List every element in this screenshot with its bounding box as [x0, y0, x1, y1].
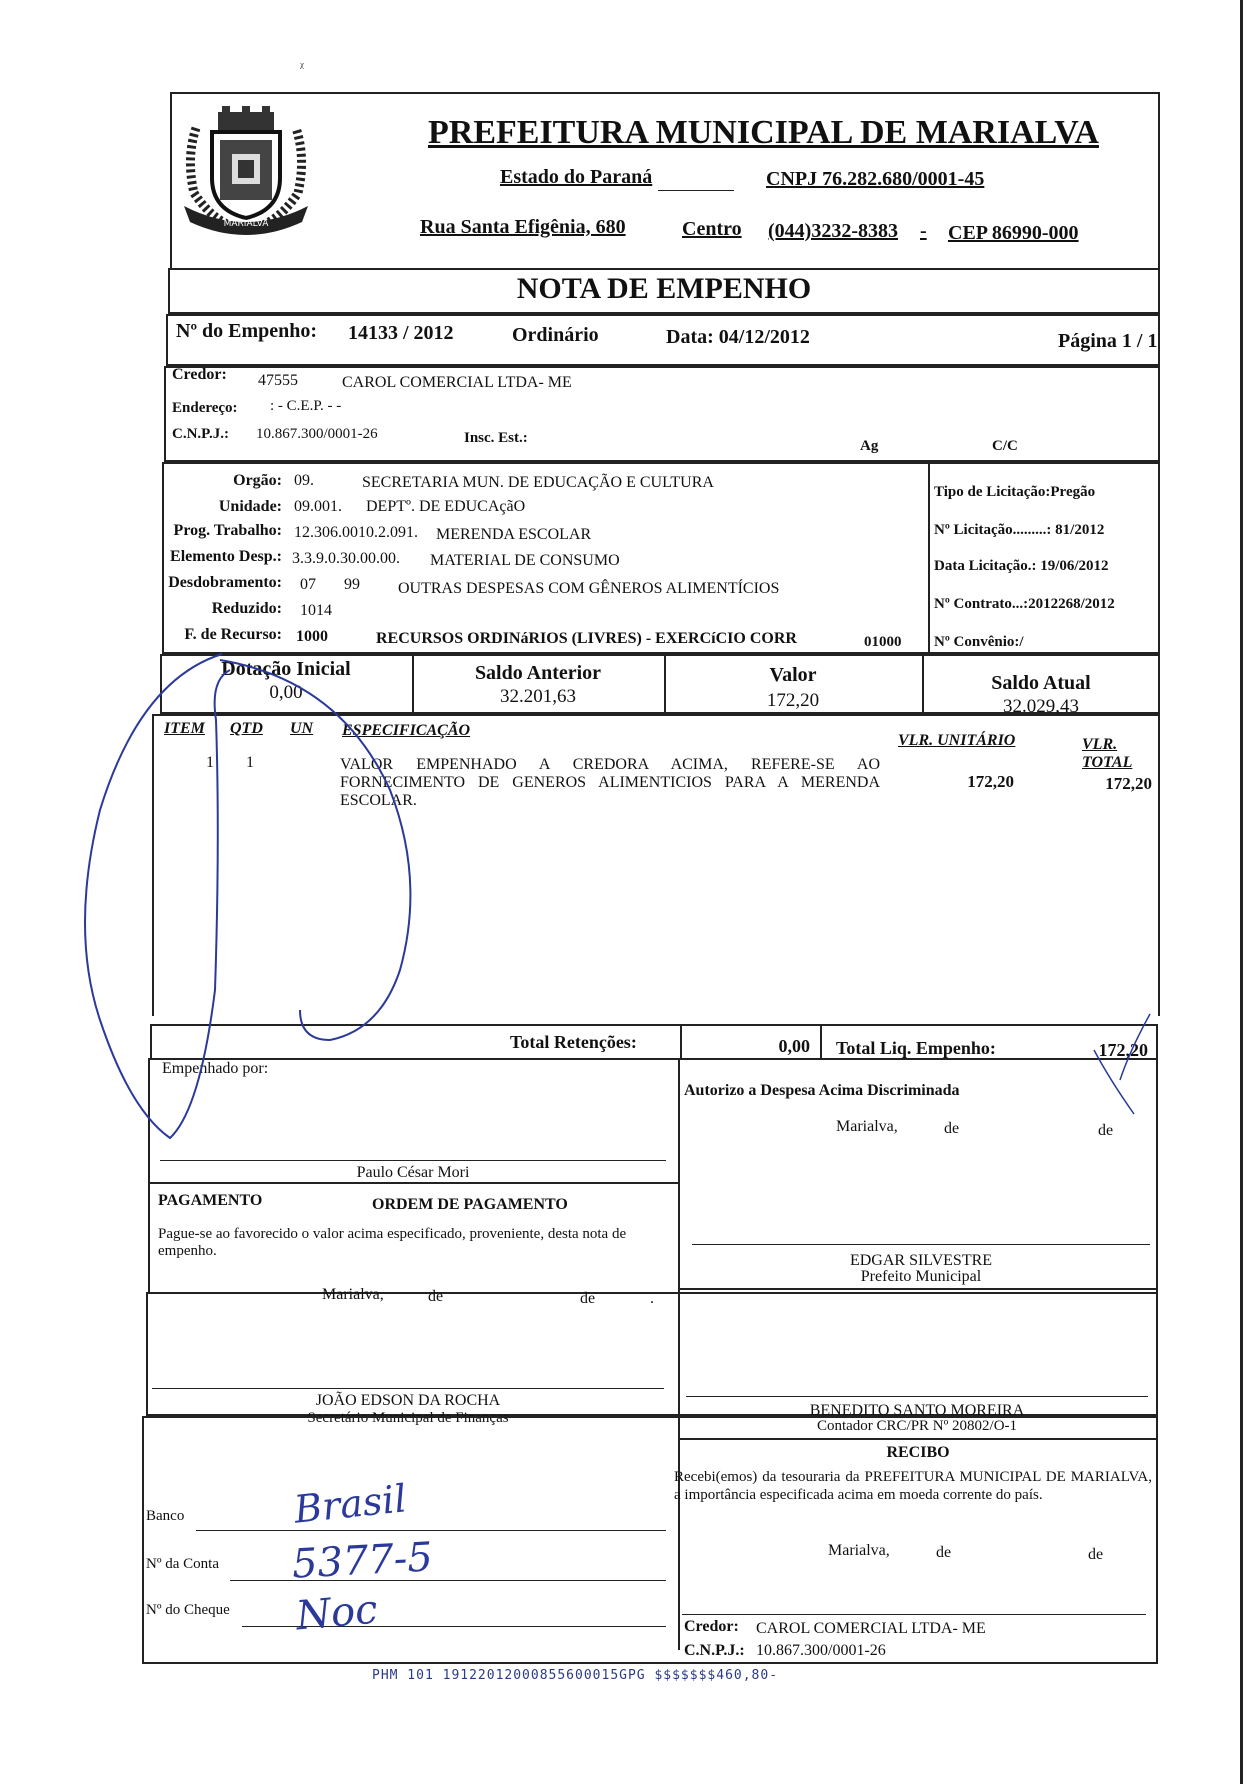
pagamento-place: Marialva,	[322, 1286, 384, 1303]
col-header-un: UN	[290, 720, 314, 737]
item-specification: VALOR EMPENHADO A CREDORA ACIMA, REFERE-SE AO FORNECIMENTO DE GENEROS ALIMENTICIOS PARA A MERENDA ESCOLAR.	[340, 756, 880, 809]
bottom-code: PHM 101 19122012000855600015GPG $$$$$$$460,80-	[372, 1668, 779, 1683]
endereco-label: Endereço:	[172, 400, 238, 416]
recibo-text: Recebi(emos) da tesouraria da PREFEITURA MUNICIPAL DE MARIALVA, a importância especificada acima em moeda corrente do país.	[674, 1469, 1152, 1503]
contador-role: Contador CRC/PR Nº 20802/O-1	[816, 1418, 1018, 1434]
underline-gap	[658, 190, 734, 191]
pen-check-mark	[1090, 1010, 1160, 1120]
col-header-total: VLR. TOTAL	[1082, 736, 1133, 771]
credor-code: 47555	[258, 372, 298, 389]
unidade-label: Unidade:	[218, 498, 282, 515]
svg-text:MARIALVA: MARIALVA	[223, 219, 269, 229]
budget-divider	[928, 462, 930, 654]
cheque-label: Nº do Cheque	[146, 1602, 230, 1618]
phone: (044)3232-8383	[768, 220, 898, 242]
empenhado-name: Paulo César Mori	[356, 1164, 470, 1181]
valor-label: Valor	[769, 664, 817, 686]
empenho-number-label: Nº do Empenho:	[176, 320, 318, 342]
recibo-de-1: de	[936, 1544, 952, 1561]
totals-divider-2	[820, 1024, 822, 1060]
document-title: NOTA DE EMPENHO	[516, 272, 812, 305]
orgao-label: Orgão:	[233, 472, 282, 489]
elemento-desp-value: 3.3.9.0.30.00.00.	[292, 550, 400, 567]
desdobramento-value-1: 07	[300, 576, 316, 593]
desdobramento-value-2: 99	[344, 576, 360, 593]
reduzido-label: Reduzido:	[211, 600, 282, 617]
totals-divider-1	[680, 1024, 682, 1060]
recibo-place: Marialva,	[828, 1542, 890, 1559]
saldo-anterior-label: Saldo Anterior	[474, 662, 602, 684]
numero-contrato: Nº Contrato...:2012268/2012	[934, 596, 1115, 612]
conta-label: Nº da Conta	[146, 1556, 219, 1572]
dotacao-inicial-label: Dotação Inicial	[221, 658, 351, 680]
numero-licitacao: Nº Licitação.........: 81/2012	[934, 522, 1105, 538]
col-header-item: ITEM	[164, 720, 205, 737]
fonte-recurso-label: F. de Recurso:	[184, 626, 282, 643]
empenho-date: Data: 04/12/2012	[666, 326, 810, 348]
fonte-recurso-desc: RECURSOS ORDINáRIOS (LIVRES) - EXERCíCIO CORR	[376, 630, 797, 647]
state-name: Estado do Paraná	[500, 166, 653, 188]
total-retencoes-label: Total Retenções:	[510, 1032, 637, 1052]
item-total: 172,20	[1105, 774, 1152, 793]
unidade-value: 09.001.	[294, 498, 342, 515]
prog-trabalho-label: Prog. Trabalho:	[173, 522, 282, 539]
reduzido-value: 1014	[300, 602, 332, 619]
pagamento-de-1: de	[428, 1288, 444, 1305]
recibo-credor-value: CAROL COMERCIAL LTDA- ME	[756, 1620, 986, 1637]
empenhado-sign-line	[160, 1160, 666, 1161]
tipo-licitacao: Tipo de Licitação:Pregão	[934, 484, 1096, 500]
total-retencoes-value: 0,00	[778, 1036, 810, 1056]
empenho-type: Ordinário	[512, 324, 599, 346]
coat-of-arms-logo	[176, 98, 316, 236]
page-number: Página 1 / 1	[1058, 330, 1158, 352]
total-liquido-label: Total Liq. Empenho:	[836, 1038, 996, 1058]
elemento-desp-desc: MATERIAL DE CONSUMO	[430, 552, 620, 569]
financas-role: Secretário Municipal de Finanças	[307, 1410, 509, 1426]
insc-est-label: Insc. Est.:	[464, 430, 528, 446]
orgao-desc: SECRETARIA MUN. DE EDUCAÇÃO E CULTURA	[362, 474, 714, 491]
valor-value: 172,20	[766, 690, 820, 711]
recibo-credor-label: Credor:	[684, 1618, 739, 1635]
cnpj-value: 10.867.300/0001-26	[256, 426, 378, 442]
saldo-anterior-value: 32.201,63	[500, 686, 576, 707]
fonte-recurso-code: 01000	[864, 634, 902, 650]
recibo-cnpj-value: 10.867.300/0001-26	[756, 1642, 886, 1659]
agencia-label: Ag	[860, 438, 879, 454]
scan-speck: ᵡ	[300, 60, 304, 75]
prog-trabalho-value: 12.306.0010.2.091.	[294, 524, 418, 541]
credor-name: CAROL COMERCIAL LTDA- ME	[342, 374, 572, 391]
col-header-unit-price: VLR. UNITÁRIO	[898, 732, 1016, 749]
numero-convenio: Nº Convênio:/	[934, 634, 1024, 650]
pen-signature-loop	[80, 640, 480, 1160]
pagamento-label: PAGAMENTO	[158, 1192, 263, 1209]
banco-line	[196, 1530, 666, 1531]
pagamento-dot: .	[650, 1290, 654, 1307]
endereco-value: : - C.E.P. - -	[270, 398, 342, 414]
autorizo-de-2: de	[1098, 1122, 1114, 1139]
col-header-spec: ESPECIFICAÇÃO	[342, 722, 471, 739]
orgao-value: 09.	[294, 472, 314, 489]
autorizo-de-1: de	[944, 1120, 960, 1137]
cep: CEP 86990-000	[948, 222, 1079, 244]
desdobramento-desc: OUTRAS DESPESAS COM GÊNEROS ALIMENTÍCIOS	[398, 580, 780, 597]
cnpj-header: CNPJ 76.282.680/0001-45	[766, 168, 985, 190]
financas-sign-line	[152, 1388, 664, 1389]
financas-name: JOÃO EDSON DA ROCHA	[315, 1392, 501, 1409]
cheque-handwritten: Noc	[294, 1586, 380, 1640]
banco-label: Banco	[146, 1508, 185, 1524]
empenho-number: 14133 / 2012	[348, 322, 454, 344]
saldo-atual-value: 32.029,43	[1003, 696, 1079, 717]
district: Centro	[682, 218, 742, 240]
autorizo-place: Marialva,	[836, 1118, 898, 1135]
prefeito-sign-line	[692, 1244, 1150, 1245]
cnpj-label: C.N.P.J.:	[172, 426, 229, 442]
banco-handwritten: Brasil	[292, 1476, 409, 1532]
recibo-credor-line	[682, 1614, 1146, 1615]
contador-name: BENEDITO SANTO MOREIRA	[809, 1402, 1025, 1419]
pagamento-top-line	[148, 1182, 678, 1184]
unidade-desc: DEPTº. DE EDUCAçãO	[366, 498, 526, 515]
separator: -	[920, 220, 927, 242]
col-header-qtd: QTD	[230, 720, 263, 737]
recibo-de-2: de	[1088, 1546, 1104, 1563]
recibo-cnpj-label: C.N.P.J.:	[684, 1642, 745, 1659]
prefeito-role: Prefeito Municipal	[860, 1268, 982, 1285]
total-liquido-value: 172,20	[1098, 1040, 1148, 1060]
recibo-title: RECIBO	[886, 1444, 950, 1461]
pagamento-text: Pague-se ao favorecido o valor acima especificado, proveniente, desta nota de empenho.	[158, 1226, 627, 1259]
elemento-desp-label: Elemento Desp.:	[170, 548, 282, 565]
pagamento-de-2: de	[580, 1290, 596, 1307]
item-qtd: 1	[246, 754, 254, 771]
recibo-top-line	[678, 1438, 1158, 1440]
contador-top-line	[678, 1288, 1156, 1290]
desdobramento-label: Desdobramento:	[168, 574, 282, 591]
municipality-title: PREFEITURA MUNICIPAL DE MARIALVA	[428, 114, 1099, 151]
prog-trabalho-desc: MERENDA ESCOLAR	[436, 526, 592, 543]
item-number: 1	[206, 754, 214, 771]
contador-sign-line	[686, 1396, 1148, 1397]
conta-corrente-label: C/C	[992, 438, 1018, 454]
dotacao-inicial-value: 0,00	[269, 682, 303, 703]
autorizo-label: Autorizo a Despesa Acima Discriminada	[684, 1082, 960, 1099]
data-licitacao: Data Licitação.: 19/06/2012	[934, 558, 1109, 574]
fonte-recurso-value: 1000	[296, 628, 328, 645]
ordem-pagamento-title: ORDEM DE PAGAMENTO	[372, 1196, 568, 1213]
saldo-atual-label: Saldo Atual	[991, 672, 1091, 694]
item-unit-price: 172,20	[967, 772, 1014, 791]
street-address: Rua Santa Efigênia, 680	[420, 216, 626, 238]
conta-handwritten: 5377-5	[290, 1534, 434, 1588]
empenhado-por-label: Empenhado por:	[162, 1060, 269, 1077]
prefeito-name: EDGAR SILVESTRE	[849, 1252, 993, 1269]
credor-label: Credor:	[172, 366, 227, 383]
